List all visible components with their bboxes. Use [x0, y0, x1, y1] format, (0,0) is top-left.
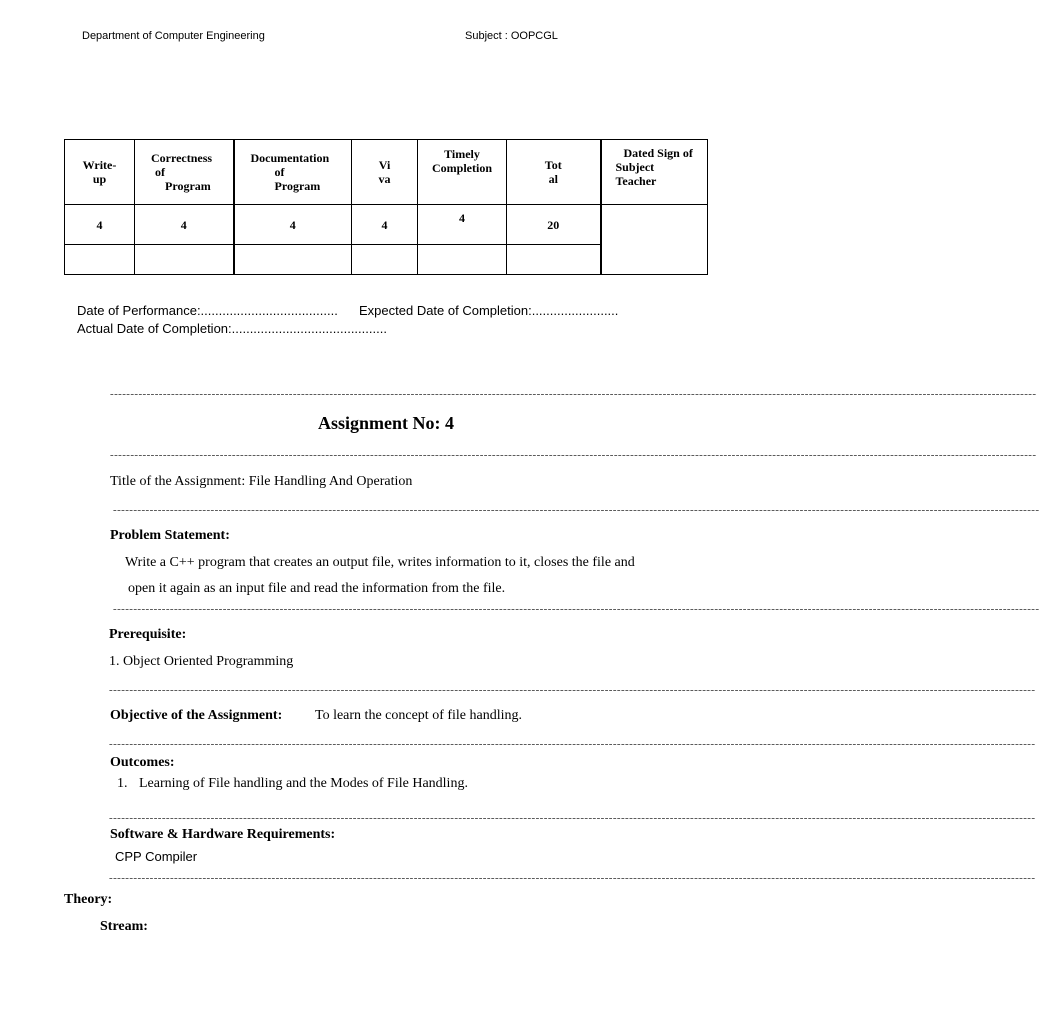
- obtained-total[interactable]: [507, 245, 601, 275]
- problem-statement-label: Problem Statement:: [110, 528, 230, 543]
- objective-text: To learn the concept of file handling.: [315, 708, 522, 723]
- header-writeup: Write- up: [65, 140, 135, 205]
- assignment-title: Assignment No: 4: [318, 413, 455, 433]
- separator: ------------------------------------------------------------------------------------------------------------------------------------------------------------------------------------------------------------------------------------: [109, 738, 1036, 750]
- mark-writeup: 4: [65, 205, 135, 245]
- problem-statement-line-2: open it again as an input file and read the information from the file.: [128, 581, 506, 596]
- separator: ------------------------------------------------------------------------------------------------------------------------------------------------------------------------------------------------------------------------------------: [110, 388, 1037, 400]
- software-label: Software & Hardware Requirements:: [110, 827, 336, 842]
- prerequisite-item: 1. Object Oriented Programming: [109, 654, 294, 669]
- header-total: Tot al: [507, 140, 601, 205]
- header-timely: Timely Completion: [418, 140, 507, 205]
- objective-label: Objective of the Assignment:: [110, 708, 283, 723]
- department-name: Department of Computer Engineering: [82, 30, 265, 42]
- obtained-viva[interactable]: [352, 245, 418, 275]
- problem-statement-line-1: Write a C++ program that creates an output file, writes information to it, closes the file and: [125, 555, 635, 570]
- software-item: CPP Compiler: [115, 849, 198, 864]
- theory-label: Theory:: [64, 892, 113, 907]
- subject-code: Subject : OOPCGL: [465, 30, 558, 42]
- obtained-documentation[interactable]: [234, 245, 352, 275]
- date-of-performance: Date of Performance:......................................: [77, 303, 338, 318]
- prerequisite-label: Prerequisite:: [109, 627, 187, 642]
- header-viva: Vi va: [352, 140, 418, 205]
- separator: ------------------------------------------------------------------------------------------------------------------------------------------------------------------------------------------------------------------------------------: [109, 872, 1036, 884]
- outcomes-label: Outcomes:: [110, 755, 175, 770]
- header-correctness: Correctness of Program: [135, 140, 234, 205]
- outcome-text: Learning of File handling and the Modes of File Handling.: [139, 776, 468, 791]
- header-sign: Dated Sign of Subject Teacher: [601, 140, 708, 205]
- stream-label: Stream:: [100, 919, 148, 934]
- expected-date: Expected Date of Completion:........................: [359, 303, 619, 318]
- obtained-correctness[interactable]: [135, 245, 234, 275]
- separator: ------------------------------------------------------------------------------------------------------------------------------------------------------------------------------------------------------------------------------------: [109, 812, 1036, 824]
- obtained-timely[interactable]: [418, 245, 507, 275]
- mark-timely: 4: [418, 205, 507, 245]
- grading-table: [64, 139, 708, 275]
- separator: ------------------------------------------------------------------------------------------------------------------------------------------------------------------------------------------------------------------------------------: [109, 684, 1036, 696]
- mark-viva: 4: [352, 205, 418, 245]
- separator: ------------------------------------------------------------------------------------------------------------------------------------------------------------------------------------------------------------------------------------: [113, 504, 1039, 516]
- outcome-number: 1.: [117, 776, 128, 791]
- separator: ------------------------------------------------------------------------------------------------------------------------------------------------------------------------------------------------------------------------------------: [110, 449, 1037, 461]
- marks-row: [65, 205, 708, 245]
- table-header-row: [65, 140, 708, 205]
- sign-cell[interactable]: [601, 205, 708, 275]
- mark-correctness: 4: [135, 205, 234, 245]
- mark-total: 20: [507, 205, 601, 245]
- actual-date: Actual Date of Completion:...........................................: [77, 321, 387, 336]
- header-documentation: Documentation of Program: [234, 140, 352, 205]
- separator: ------------------------------------------------------------------------------------------------------------------------------------------------------------------------------------------------------------------------------------: [113, 603, 1039, 615]
- assignment-title-line: Title of the Assignment: File Handling And Operation: [110, 474, 413, 489]
- obtained-writeup[interactable]: [65, 245, 135, 275]
- mark-documentation: 4: [234, 205, 352, 245]
